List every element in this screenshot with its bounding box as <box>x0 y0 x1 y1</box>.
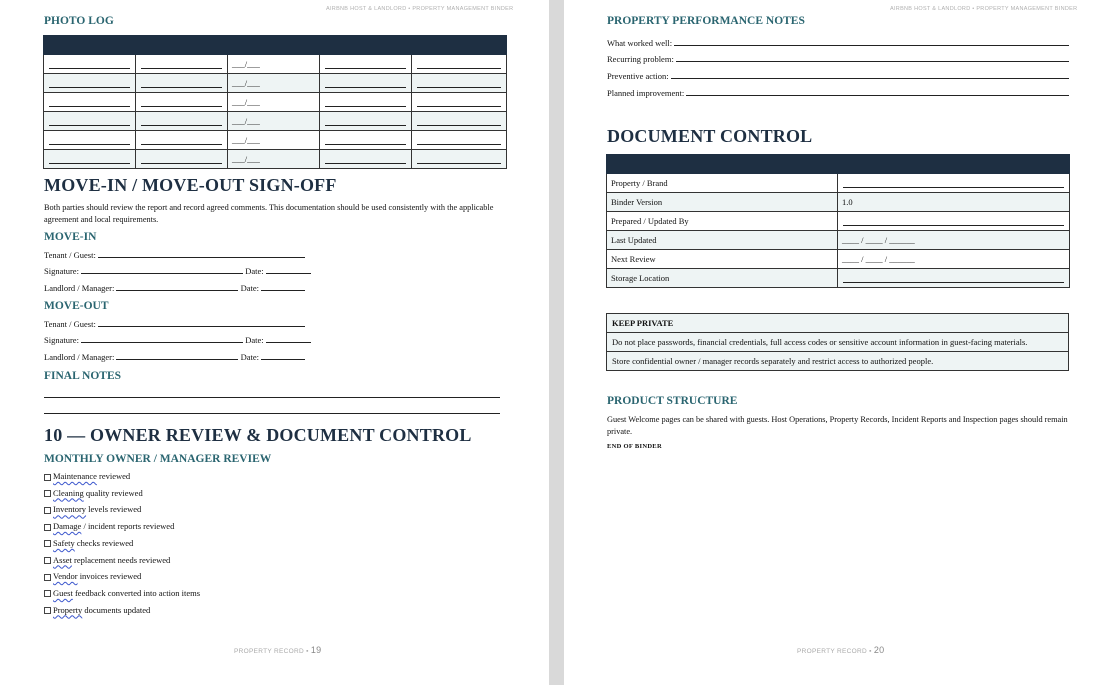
photo-log-cell[interactable] <box>412 55 507 74</box>
entry-line <box>141 116 222 126</box>
doc-control-row <box>607 174 1070 193</box>
doc-control-label: Prepared / Updated By <box>607 212 838 231</box>
doc-control-row <box>607 193 1070 212</box>
entry-line <box>417 59 501 69</box>
entry-line <box>325 135 406 145</box>
date-placeholder: ___/___ <box>232 97 260 107</box>
page-number: 19 <box>310 645 322 655</box>
doc-control-label: Last Updated <box>607 231 838 250</box>
photo-log-cell[interactable] <box>320 150 412 169</box>
date-line <box>261 351 305 360</box>
performance-field[interactable] <box>607 65 1069 82</box>
review-item-text: replacement needs reviewed <box>71 554 171 565</box>
entry-line <box>417 78 501 88</box>
performance-line <box>686 95 1069 96</box>
doc-control-table <box>606 154 1070 288</box>
checkbox-icon[interactable] <box>44 524 51 531</box>
photo-log-cell[interactable] <box>136 55 228 74</box>
photo-log-cell[interactable] <box>228 55 320 74</box>
entry-line <box>49 59 130 69</box>
performance-field[interactable] <box>607 82 1069 99</box>
review-checkbox-item[interactable] <box>44 552 200 569</box>
monthly-review-title: MONTHLY OWNER / MANAGER REVIEW <box>44 453 272 465</box>
review-checkbox-item[interactable] <box>44 518 200 535</box>
date-label: Date: <box>240 352 260 362</box>
performance-label: Planned improvement: <box>607 87 685 98</box>
product-structure-title: PRODUCT STRUCTURE <box>607 395 738 407</box>
performance-label: Preventive action: <box>607 71 669 82</box>
footer-label: PROPERTY RECORD ▪ <box>797 648 872 655</box>
review-checkbox-item[interactable] <box>44 568 200 585</box>
photo-log-cell[interactable] <box>412 150 507 169</box>
photo-log-row <box>44 131 507 150</box>
entry-line <box>49 78 130 88</box>
date-placeholder: ___/___ <box>232 135 260 145</box>
entry-line <box>141 135 222 145</box>
review-item-keyword: Guest <box>53 587 73 598</box>
photo-log-cell[interactable] <box>228 131 320 150</box>
move-out-title: MOVE-OUT <box>44 300 109 312</box>
photo-log-row <box>44 74 507 93</box>
review-item-text: checks reviewed <box>74 537 134 548</box>
performance-line <box>676 61 1069 62</box>
page-footer <box>234 645 321 655</box>
doc-control-label: Binder Version <box>607 193 838 212</box>
date-label: Date: <box>240 283 260 293</box>
entry-line <box>325 78 406 88</box>
owner-review-title: 10 — OWNER REVIEW & DOCUMENT CONTROL <box>44 425 472 445</box>
photo-log-cell[interactable] <box>320 112 412 131</box>
tenant-label: Tenant / Guest: <box>44 250 96 260</box>
photo-log-cell[interactable] <box>44 112 136 131</box>
signature-label: Signature: <box>44 266 79 276</box>
review-checkbox-item[interactable] <box>44 602 200 619</box>
checkbox-icon[interactable] <box>44 607 51 614</box>
doc-control-row <box>607 231 1070 250</box>
review-item-text: levels reviewed <box>86 504 142 515</box>
photo-log-cell[interactable] <box>228 150 320 169</box>
review-item-keyword: Cleaning <box>53 487 84 498</box>
review-item-keyword: Asset <box>53 554 72 565</box>
running-header: AIRBNB HOST & LANDLORD • PROPERTY MANAGEMENT BINDER <box>890 6 1078 12</box>
landlord-line <box>116 282 238 291</box>
entry-line <box>417 135 501 145</box>
photo-log-cell[interactable] <box>44 74 136 93</box>
entry-line <box>141 59 222 69</box>
doc-control-row <box>607 250 1070 269</box>
signoff-title: MOVE-IN / MOVE-OUT SIGN-OFF <box>44 175 337 195</box>
review-checkbox-item[interactable] <box>44 501 200 518</box>
checkbox-icon[interactable] <box>44 540 51 547</box>
doc-control-value[interactable] <box>838 250 1070 269</box>
entry-line <box>843 216 1064 226</box>
performance-fields <box>607 32 1069 99</box>
date-line <box>266 265 311 274</box>
photo-log-cell[interactable] <box>228 74 320 93</box>
photo-log-cell[interactable] <box>412 112 507 131</box>
page-footer <box>797 645 884 655</box>
review-checkbox-item[interactable] <box>44 535 200 552</box>
page-number: 20 <box>873 645 885 655</box>
entry-line <box>417 116 501 126</box>
landlord-line <box>116 351 238 360</box>
review-item-keyword: Damage <box>53 521 82 532</box>
tenant-label: Tenant / Guest: <box>44 319 96 329</box>
performance-field[interactable] <box>607 32 1069 49</box>
photo-log-cell[interactable] <box>136 150 228 169</box>
photo-log-cell[interactable] <box>44 93 136 112</box>
final-notes-line-2[interactable] <box>44 413 500 414</box>
checkbox-icon[interactable] <box>44 474 51 481</box>
entry-line <box>141 97 222 107</box>
doc-control-row <box>607 212 1070 231</box>
photo-log-row <box>44 55 507 74</box>
review-item-text: reviewed <box>96 471 131 481</box>
entry-line <box>417 97 501 107</box>
landlord-label: Landlord / Manager: <box>44 283 115 293</box>
photo-log-cell[interactable] <box>136 93 228 112</box>
performance-label: Recurring problem: <box>607 54 674 65</box>
doc-control-value[interactable] <box>838 212 1070 231</box>
entry-line <box>843 273 1064 283</box>
running-header: AIRBNB HOST & LANDLORD • PROPERTY MANAGEMENT BINDER <box>326 6 514 12</box>
checkbox-icon[interactable] <box>44 574 51 581</box>
entry-line <box>325 97 406 107</box>
review-item-keyword: Vendor <box>53 571 78 582</box>
review-checkbox-item[interactable] <box>44 585 200 602</box>
final-notes-title: FINAL NOTES <box>44 370 122 382</box>
entry-line <box>417 154 501 164</box>
checkbox-icon[interactable] <box>44 557 51 564</box>
doc-control-value-text: ____ / ____ / ______ <box>842 235 915 245</box>
product-structure-text: Guest Welcome pages can be shared with guests. Host Operations, Property Records, Incident Reports and Inspection pages should remain private. <box>607 415 1068 436</box>
entry-line <box>141 154 222 164</box>
date-placeholder: ___/___ <box>232 154 260 164</box>
performance-line <box>674 45 1069 46</box>
entry-line <box>49 97 130 107</box>
doc-control-value-text: 1.0 <box>842 197 853 207</box>
photo-log-cell[interactable] <box>412 93 507 112</box>
keep-private-line-1: Do not place passwords, financial credentials, full access codes or sensitive account information in guest-facing materials. <box>607 333 1069 352</box>
review-item-text: feedback converted into action items <box>72 587 201 598</box>
photo-log-cell[interactable] <box>320 74 412 93</box>
signature-label: Signature: <box>44 335 79 345</box>
tenant-line <box>98 318 305 327</box>
photo-log-cell[interactable] <box>136 74 228 93</box>
photo-log-cell[interactable] <box>320 93 412 112</box>
page-gutter <box>549 0 564 685</box>
checkbox-icon[interactable] <box>44 590 51 597</box>
review-checklist <box>44 468 200 618</box>
signoff-intro: Both parties should review the report and record agreed comments. This documentation should be used consistently with the applicable agreement and local requirements. <box>44 203 494 224</box>
entry-line <box>49 154 130 164</box>
date-line <box>266 334 311 343</box>
keep-private-box <box>606 313 1069 371</box>
date-label: Date: <box>245 335 264 345</box>
move-in-signature-field[interactable] <box>44 265 311 277</box>
photo-log-header-row <box>44 36 507 55</box>
photo-log-cell[interactable] <box>136 112 228 131</box>
page-19 <box>0 0 549 685</box>
photo-log-cell[interactable] <box>44 55 136 74</box>
entry-line <box>325 59 406 69</box>
photo-log-row <box>44 112 507 131</box>
photo-log-row <box>44 93 507 112</box>
review-item-keyword: Inventory <box>53 504 87 515</box>
entry-line <box>325 154 406 164</box>
doc-control-header-row <box>607 155 1070 174</box>
photo-log-cell[interactable] <box>44 150 136 169</box>
review-item-text: documents updated <box>82 604 151 615</box>
entry-line <box>49 135 130 145</box>
date-line <box>261 282 305 291</box>
performance-field[interactable] <box>607 49 1069 66</box>
photo-log-cell[interactable] <box>412 131 507 150</box>
photo-log-cell[interactable] <box>320 55 412 74</box>
review-item-keyword: Safety <box>53 537 75 548</box>
performance-label: What worked well: <box>607 37 673 48</box>
entry-line <box>325 116 406 126</box>
move-in-tenant-field[interactable] <box>44 249 305 261</box>
checkbox-icon[interactable] <box>44 490 51 497</box>
footer-label: PROPERTY RECORD ▪ <box>234 648 309 655</box>
photo-log-row <box>44 150 507 169</box>
photo-log-cell[interactable] <box>228 93 320 112</box>
tenant-line <box>98 249 305 258</box>
doc-control-value[interactable] <box>838 193 1070 212</box>
landlord-label: Landlord / Manager: <box>44 352 115 362</box>
photo-log-table <box>43 35 507 169</box>
doc-control-title: DOCUMENT CONTROL <box>607 126 813 146</box>
doc-control-value[interactable] <box>838 231 1070 250</box>
date-label: Date: <box>245 266 264 276</box>
performance-title: PROPERTY PERFORMANCE NOTES <box>607 15 805 27</box>
photo-log-cell[interactable] <box>320 131 412 150</box>
signature-line <box>81 334 243 343</box>
review-item-keyword: Maintenance <box>53 471 97 481</box>
entry-line <box>141 78 222 88</box>
performance-line <box>671 78 1069 79</box>
review-checkbox-item[interactable] <box>44 468 200 485</box>
photo-log-cell[interactable] <box>44 131 136 150</box>
doc-control-value[interactable] <box>838 269 1070 288</box>
doc-control-label: Storage Location <box>607 269 838 288</box>
end-of-binder: END OF BINDER <box>607 443 662 450</box>
doc-control-value-text: ____ / ____ / ______ <box>842 254 915 264</box>
date-placeholder: ___/___ <box>232 59 260 69</box>
photo-log-cell[interactable] <box>412 74 507 93</box>
move-out-landlord-field[interactable] <box>44 351 305 363</box>
keep-private-title: KEEP PRIVATE <box>607 314 1069 333</box>
photo-log-cell[interactable] <box>228 112 320 131</box>
review-item-text: invoices reviewed <box>77 571 142 582</box>
move-in-landlord-field[interactable] <box>44 282 305 294</box>
entry-line <box>843 178 1064 188</box>
move-out-signature-field[interactable] <box>44 334 311 346</box>
review-item-text: quality reviewed <box>83 487 143 498</box>
doc-control-row <box>607 269 1070 288</box>
move-in-title: MOVE-IN <box>44 231 97 243</box>
review-item-text: / incident reports reviewed <box>81 521 175 532</box>
entry-line <box>49 116 130 126</box>
doc-control-label: Property / Brand <box>607 174 838 193</box>
photo-log-cell[interactable] <box>136 131 228 150</box>
date-placeholder: ___/___ <box>232 78 260 88</box>
review-checkbox-item[interactable] <box>44 485 200 502</box>
final-notes-line-1[interactable] <box>44 397 500 398</box>
photo-log-title: PHOTO LOG <box>44 15 114 27</box>
checkbox-icon[interactable] <box>44 507 51 514</box>
move-out-tenant-field[interactable] <box>44 318 305 330</box>
review-item-keyword: Property <box>53 604 83 615</box>
date-placeholder: ___/___ <box>232 116 260 126</box>
page-20 <box>564 0 1113 685</box>
doc-control-label: Next Review <box>607 250 838 269</box>
doc-control-value[interactable] <box>838 174 1070 193</box>
signature-line <box>81 265 243 274</box>
keep-private-line-2: Store confidential owner / manager records separately and restrict access to authorized people. <box>607 352 1069 371</box>
